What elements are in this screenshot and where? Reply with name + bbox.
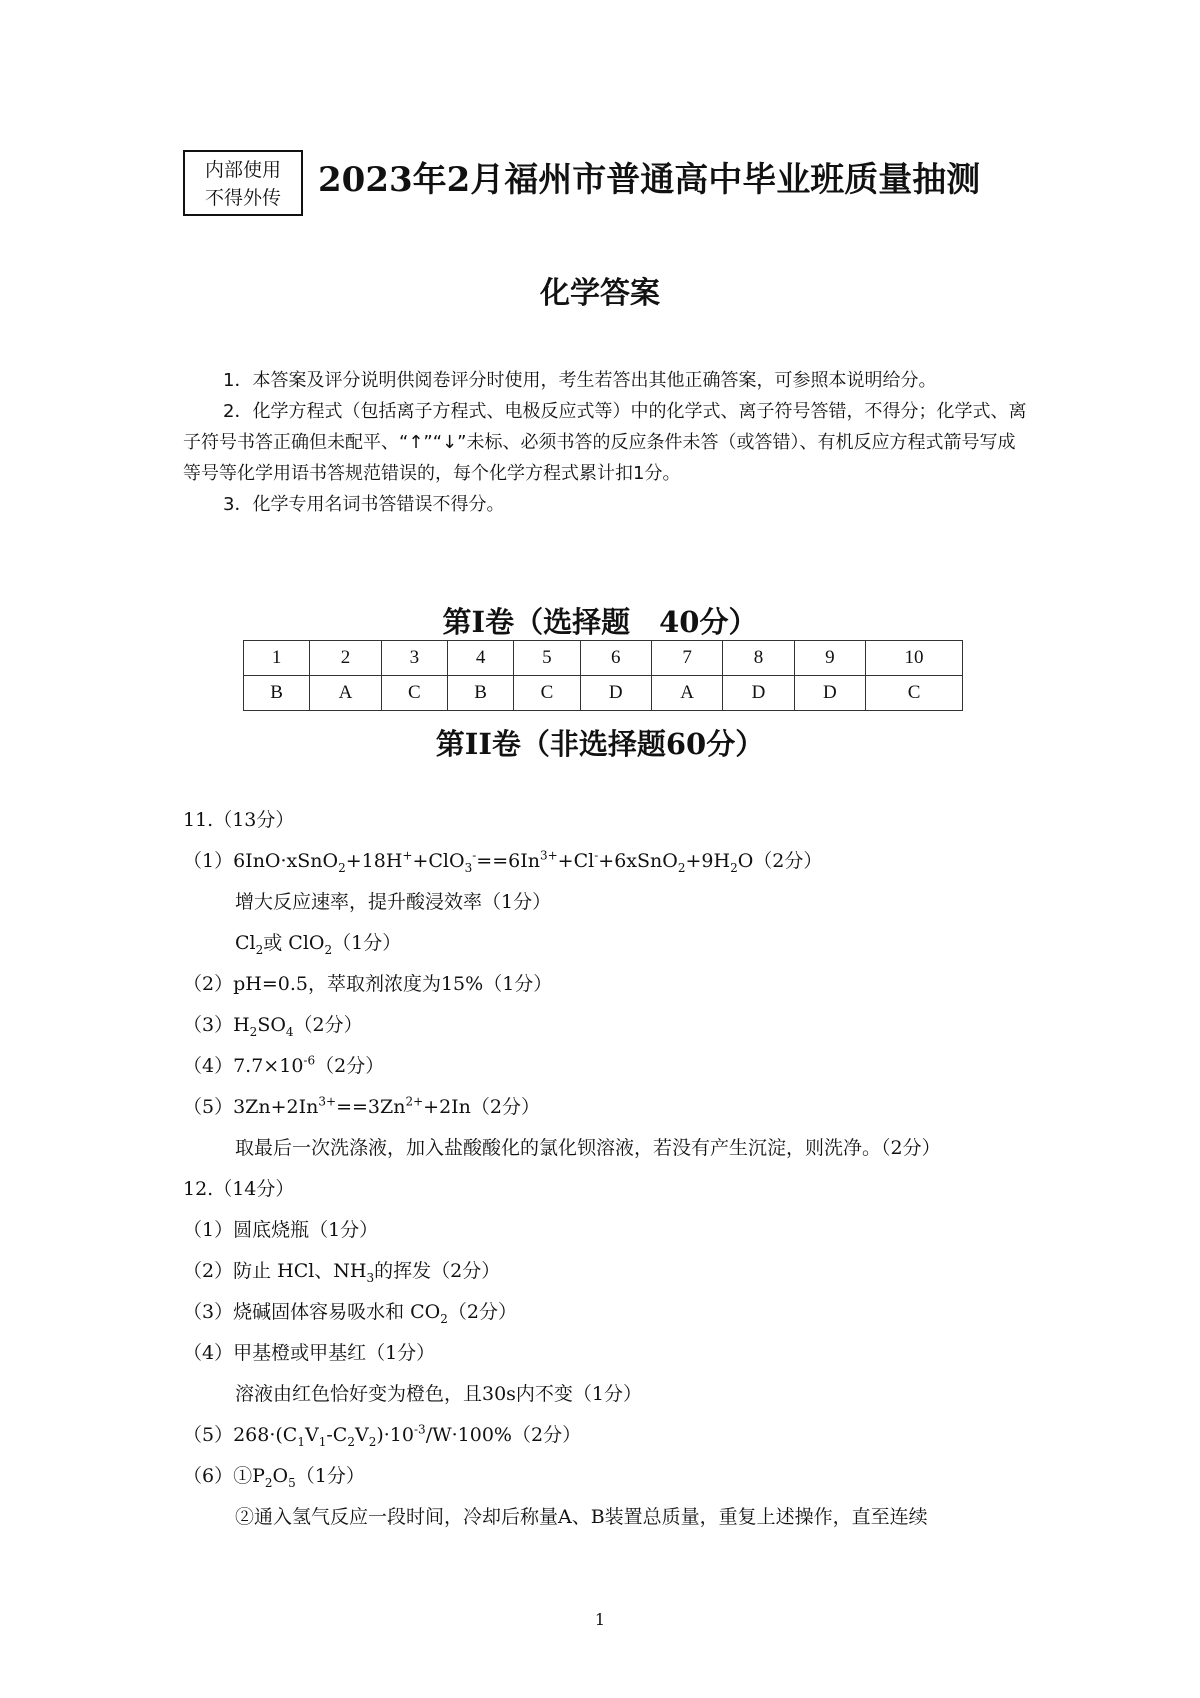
q11-part-1-line-3: $Cl_2$或 ClO$_2$（1分） [235,932,402,957]
q12-part-4: （4）甲基橙或甲基红（1分） [183,1342,436,1364]
choice-answer-table [243,640,963,711]
section-1-heading: 第Ⅰ卷（选择题 40分） [442,605,758,639]
page-number: 1 [594,1610,606,1629]
answer-cell: C [514,676,580,711]
q11-part-1: $(1)6InO\cdot xSnO_2+18H^++ClO_3^-==6In^{3+}+Cl^-+6xSnO_2+9H_2O(2$分） [183,848,823,875]
question-number: 10 [866,641,963,676]
q11-part-4: $(4)7.7\times 10^{-6}(2$分） [183,1053,385,1077]
answer-cell: C [866,676,963,711]
q12-part-1: （1）圆底烧瓶（1分） [183,1219,379,1241]
q11-part-2: （2）pH=0.5，萃取剂浓度为15%（1分） [183,973,553,995]
question-number: 1 [244,641,310,676]
question-number: 2 [310,641,381,676]
q12-part-6: $(6)①P_2O_5(1$分） [183,1465,365,1490]
answer-cell: C [381,676,447,711]
answer-cell: B [447,676,513,711]
q12-part-2: （2）防止 HCl、$NH_3$的挥发（2分） [183,1260,501,1285]
answer-cell: B [244,676,310,711]
q12-part-3: （3）烧碱固体容易吸水和 $CO_2(2$分） [183,1301,517,1326]
q11-part-5-line-2: 取最后一次洗涤液，加入盐酸酸化的氯化钡溶液，若没有产生沉淀，则洗净。（2分） [235,1137,941,1159]
q12-part-6-line-2: ②通入氢气反应一段时间，冷却后称量A、B装置总质量，重复上述操作，直至连续 [235,1506,928,1528]
answer-body [183,800,1033,1538]
section-2-heading: 第II卷（非选择题60分） [435,727,765,761]
q12-part-4-line-2: 溶液由红色恰好变为橙色，且30s内不变（1分） [235,1383,643,1405]
q11-part-1-line-2: 增大反应速率，提升酸浸效率（1分） [235,891,552,913]
answer-cell: A [310,676,381,711]
stamp-line-2: 不得外传 [204,187,281,209]
q11-part-5: $(5)3Zn+2In^{3+}==3Zn^{2+}+2In(2$分） [183,1094,540,1118]
q11-heading: 11.（13分） [183,809,295,831]
note-1: 1．本答案及评分说明供阅卷评分时使用，考生若答出其他正确答案，可参照本说明给分。 [223,370,937,391]
note-3: 3．化学专用名词书答错误不得分。 [223,494,505,515]
internal-use-stamp [183,150,303,216]
answer-cell: A [651,676,722,711]
stamp-line-1: 内部使用 [204,159,281,181]
page-subtitle: 化学答案 [540,276,660,311]
note-2: 2．化学方程式（包括离子方程式、电极反应式等）中的化学式、离子符号答错，不得分；化学式、离子符号书答正确但未配平、“↑”“↓”未标、必须书答的反应条件未答（或答错）、有机反应方程式箭号写成等号等化学用语书答规范错误的，每个化学方程式累计扣1分。 [183,401,1027,484]
question-number: 8 [723,641,794,676]
question-number: 3 [381,641,447,676]
q11-part-3: $(3)H_2SO_4(2$分） [183,1014,363,1039]
q12-heading: 12.（14分） [183,1178,295,1200]
question-number: 7 [651,641,722,676]
scoring-notes [183,365,1028,520]
table-row [244,641,963,676]
answer-cell: D [723,676,794,711]
table-row [244,676,963,711]
question-number: 5 [514,641,580,676]
q12-part-5: $(5)268\cdot(C_1V_1-C_2V_2)\cdot 10^{-3}/W\cdot 100\%(2$分） [183,1422,582,1449]
question-number: 9 [794,641,865,676]
question-number: 4 [447,641,513,676]
answer-cell: D [580,676,651,711]
answer-cell: D [794,676,865,711]
question-number: 6 [580,641,651,676]
page-title: 2023年2月福州市普通高中毕业班质量抽测 [318,160,981,200]
